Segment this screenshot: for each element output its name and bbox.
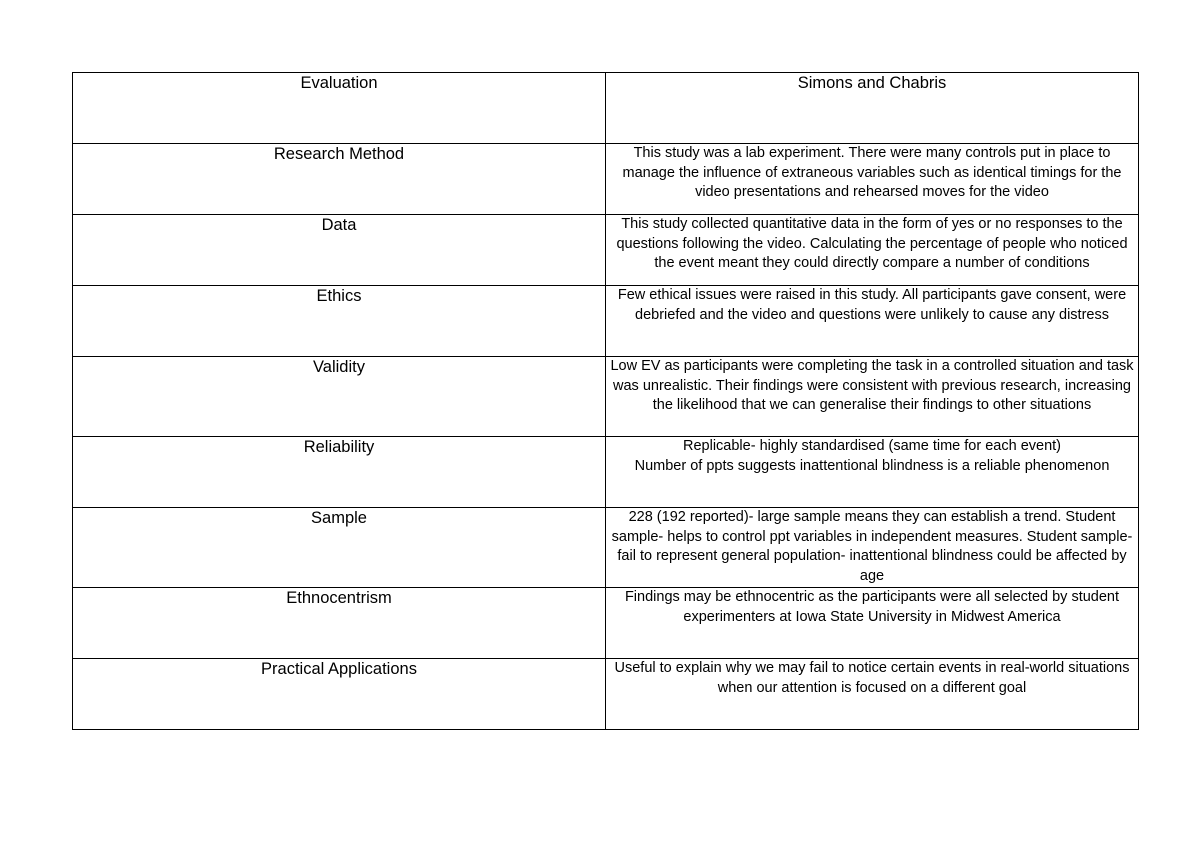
row-text — [606, 437, 1139, 508]
row-text: Useful to explain why we may fail to notice certain events in real-world situations when our attention is focused on a different goal — [606, 659, 1139, 730]
table-row-data — [73, 215, 1139, 286]
table-row-reliability — [73, 437, 1139, 508]
row-label: Validity — [73, 357, 606, 437]
row-label: Reliability — [73, 437, 606, 508]
header-evaluation: Evaluation — [73, 73, 606, 144]
row-label: Practical Applications — [73, 659, 606, 730]
row-text: Low EV as participants were completing the task in a controlled situation and task was unrealistic. Their findings were consistent with previous research, increasing the likelihood that we can generalise their findings to other situations — [606, 357, 1139, 437]
row-text-line-2: Number of ppts suggests inattentional blindness is a reliable phenomenon — [634, 457, 1110, 474]
table-row-sample — [73, 508, 1139, 588]
row-label: Ethnocentrism — [73, 588, 606, 659]
row-text: This study was a lab experiment. There were many controls put in place to manage the influence of extraneous variables such as identical timings for the video presentations and rehearsed moves for the video — [606, 144, 1139, 215]
table-header-row — [73, 73, 1139, 144]
table-row-ethnocentrism — [73, 588, 1139, 659]
row-text: Findings may be ethnocentric as the participants were all selected by student experimenters at Iowa State University in Midwest America — [606, 588, 1139, 659]
table-row-research-method — [73, 144, 1139, 215]
evaluation-table — [72, 72, 1139, 730]
row-text: Few ethical issues were raised in this study. All participants gave consent, were debriefed and the video and questions were unlikely to cause any distress — [606, 286, 1139, 357]
row-text-line-1: Replicable- highly standardised (same time for each event) — [683, 438, 1061, 454]
table-row-practical-applications — [73, 659, 1139, 730]
row-text: 228 (192 reported)- large sample means they can establish a trend. Student sample- helps to control ppt variables in independent measures. Student sample- fail to represent general population- inattentional blindness could be affected by age — [606, 508, 1139, 588]
row-text: This study collected quantitative data in the form of yes or no responses to the questions following the video. Calculating the percentage of people who noticed the event meant they could directly compare a number of conditions — [606, 215, 1139, 286]
table-row-ethics — [73, 286, 1139, 357]
row-label: Ethics — [73, 286, 606, 357]
row-label: Data — [73, 215, 606, 286]
row-label: Research Method — [73, 144, 606, 215]
header-simons-and-chabris: Simons and Chabris — [606, 73, 1139, 144]
row-label: Sample — [73, 508, 606, 588]
table-row-validity — [73, 357, 1139, 437]
